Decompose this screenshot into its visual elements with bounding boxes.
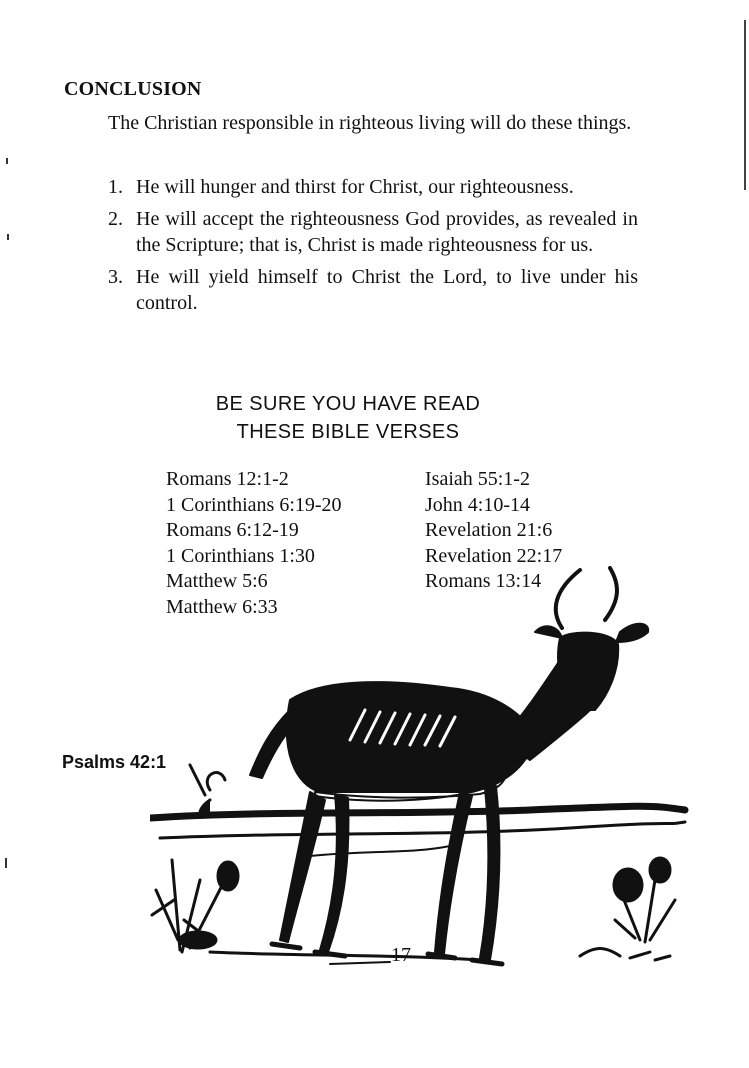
reading-title — [160, 390, 536, 446]
scan-speck — [7, 234, 9, 240]
list-item-number: 2. — [108, 208, 123, 230]
list-item — [108, 206, 638, 258]
list-item-text: He will yield himself to Christ the Lord, to live under his control. — [136, 266, 638, 314]
verse-reference: Isaiah 55:1-2 — [425, 468, 530, 490]
left-shrub — [152, 765, 238, 952]
scan-speck — [6, 158, 8, 164]
list-item-text: He will accept the righteousness God provides, as revealed in the Scripture; that is, Christ is made righteousness for us. — [136, 208, 638, 256]
list-item-text: He will hunger and thirst for Christ, our righteousness. — [136, 176, 574, 198]
list-item-number: 3. — [108, 266, 123, 288]
verse-reference: Romans 6:12-19 — [166, 519, 299, 541]
reading-title-line: THESE BIBLE VERSES — [236, 421, 460, 443]
antelope-illustration — [150, 560, 690, 990]
verse-reference: Matthew 6:33 — [166, 595, 278, 618]
verse-reference: Revelation 21:6 — [425, 519, 553, 541]
intro-paragraph: The Christian responsible in righteous living will do these things. — [108, 112, 632, 134]
verse-reference: Romans 12:1-2 — [166, 468, 289, 490]
list-item — [108, 264, 638, 316]
list-item — [108, 174, 638, 200]
verse-reference: John 4:10-14 — [425, 493, 530, 516]
list-item-number: 1. — [108, 176, 123, 198]
verse-reference: Matthew 5:6 — [166, 570, 268, 592]
reading-title-line: BE SURE YOU HAVE READ — [215, 393, 481, 415]
section-heading: CONCLUSION — [64, 78, 202, 100]
antelope — [250, 568, 648, 964]
page-edge-line — [744, 20, 746, 190]
scan-speck — [5, 858, 7, 868]
conclusion-list — [108, 174, 638, 322]
page-number: 17 — [391, 944, 411, 966]
illustration-caption: Psalms 42:1 — [62, 752, 167, 772]
right-shrub — [580, 858, 675, 960]
verse-reference: 1 Corinthians 1:30 — [166, 544, 315, 567]
verse-reference: 1 Corinthians 6:19-20 — [166, 493, 342, 516]
verse-reference: Romans 13:14 — [425, 570, 542, 592]
verse-reference: Revelation 22:17 — [425, 544, 563, 567]
